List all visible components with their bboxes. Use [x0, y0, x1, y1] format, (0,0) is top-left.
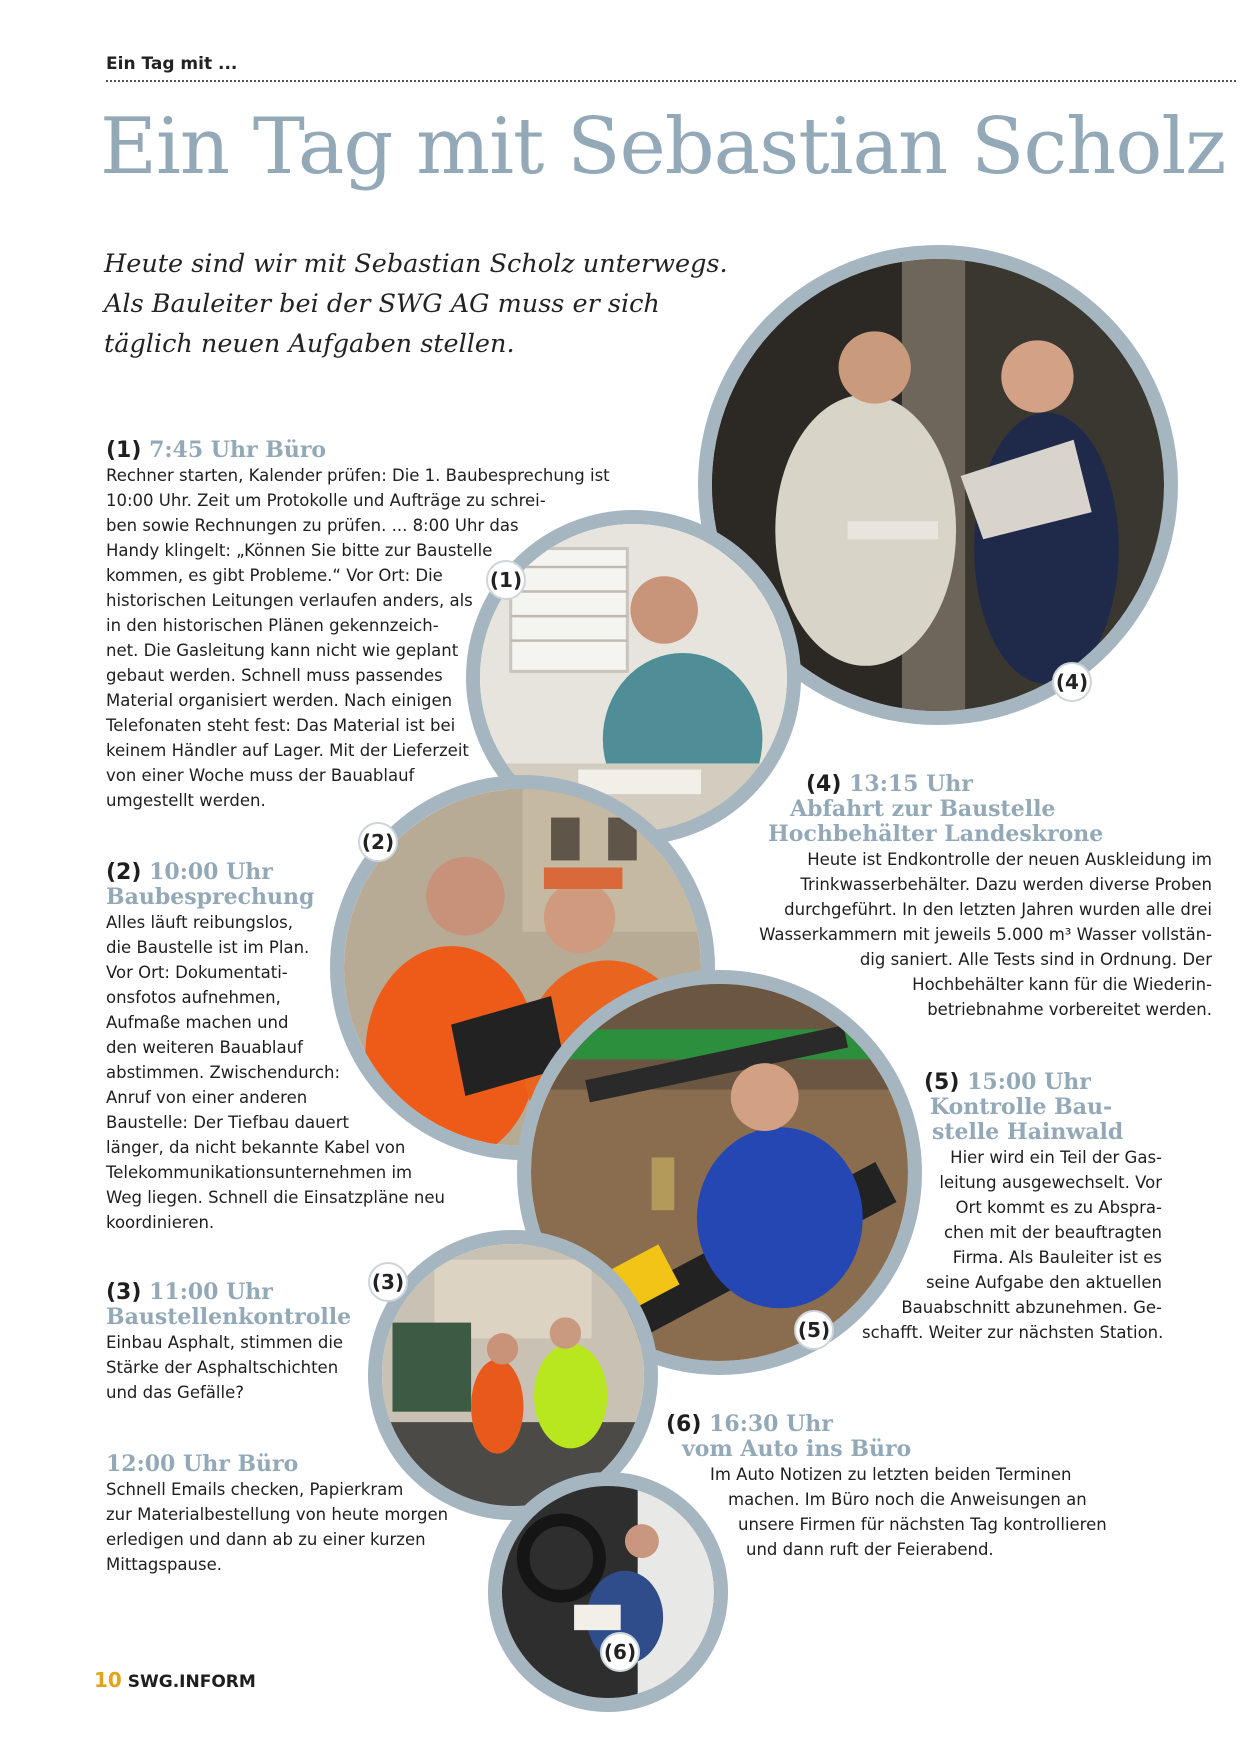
text-line: Stärke der Asphaltschichten	[106, 1358, 339, 1377]
text-line: und dann ruft der Feierabend.	[746, 1540, 994, 1559]
text-line: Telefonaten steht fest: Das Material ist bei	[106, 716, 456, 735]
text-line: keinem Händler auf Lager. Mit der Lieferzeit	[106, 741, 469, 760]
section-1-heading	[106, 438, 610, 463]
text-line: und das Gefälle?	[106, 1383, 244, 1402]
text-line: Trinkwasserbehälter. Dazu werden diverse Proben	[800, 875, 1212, 894]
text-line: Vor Ort: Dokumentati-	[106, 963, 288, 982]
text-line: ben sowie Rechnungen zu prüfen. ... 8:00 Uhr das	[106, 516, 519, 535]
text-line: Rechner starten, Kalender prüfen: Die 1. Baubesprechung ist	[106, 466, 610, 485]
section-5-heading	[862, 1070, 1162, 1095]
text-line: durchgeführt. In den letzten Jahren wurden alle drei	[784, 900, 1212, 919]
section-2-heading	[106, 860, 445, 885]
section-4-time: 13:15 Uhr	[849, 771, 973, 797]
section-3-number: (3)	[106, 1280, 142, 1305]
section-4-heading	[700, 772, 1212, 797]
section-5-text	[862, 1145, 1162, 1345]
section-4	[700, 772, 1212, 1022]
section-3-text	[106, 1330, 351, 1405]
text-line: Material organisiert werden. Nach einigen	[106, 691, 453, 710]
section-kicker: Ein Tag mit ...	[106, 54, 238, 74]
text-line: Wasserkammern mit jeweils 5.000 m³ Wasser vollstän-	[759, 925, 1212, 944]
section-4-text	[700, 847, 1212, 1022]
text-line: von einer Woche muss der Bauablauf	[106, 766, 415, 785]
section-4-title-1: Abfahrt zur Baustelle	[790, 796, 1056, 822]
text-line: koordinieren.	[106, 1213, 215, 1232]
text-line: Schnell Emails checken, Papierkram	[106, 1480, 404, 1499]
section-5-time: 15:00 Uhr	[967, 1069, 1091, 1095]
text-line: dig saniert. Alle Tests sind in Ordnung. Der	[859, 950, 1212, 969]
text-line: Alles läuft reibungslos,	[106, 913, 293, 932]
section-3-heading	[106, 1280, 351, 1305]
dotted-divider	[106, 80, 1236, 82]
magazine-name: SWG.INFORM	[127, 1672, 256, 1692]
text-line: Handy klingelt: „Können Sie bitte zur Baustelle	[106, 541, 493, 560]
section-2-text	[106, 910, 445, 1235]
text-line: Weg liegen. Schnell die Einsatzpläne neu	[106, 1188, 445, 1207]
section-1-time: 7:45 Uhr Büro	[149, 437, 327, 463]
section-5-title-2: stelle Hainwald	[932, 1119, 1124, 1145]
section-2-title: Baubesprechung	[106, 884, 315, 910]
section-5-number: (5)	[924, 1070, 960, 1095]
text-line: historischen Leitungen verlaufen anders, als	[106, 591, 473, 610]
section-5-title-1: Kontrolle Bau-	[930, 1094, 1113, 1120]
section-lunch	[106, 1452, 448, 1577]
text-line: Baustelle: Der Tiefbau dauert	[106, 1113, 349, 1132]
text-line: gebaut werden. Schnell muss passendes	[106, 666, 443, 685]
text-line: den weiteren Bauablauf	[106, 1038, 303, 1057]
badge-3: (3)	[368, 1262, 408, 1302]
text-line: Firma. Als Bauleiter ist es	[952, 1248, 1162, 1267]
text-line: machen. Im Büro noch die Anweisungen an	[728, 1490, 1087, 1509]
text-line: betriebnahme vorbereitet werden.	[927, 1000, 1212, 1019]
section-1-number: (1)	[106, 438, 142, 463]
section-6-number: (6)	[666, 1412, 702, 1437]
text-line: onsfotos aufnehmen,	[106, 988, 281, 1007]
text-line: Mittagspause.	[106, 1555, 222, 1574]
intro-line: Als Bauleiter bei der SWG AG muss er sich	[104, 289, 660, 319]
text-line: Einbau Asphalt, stimmen die	[106, 1333, 344, 1352]
text-line: Ort kommt es zu Abspra-	[955, 1198, 1162, 1217]
section-6-heading	[666, 1412, 1106, 1437]
section-1	[106, 438, 610, 813]
text-line: unsere Firmen für nächsten Tag kontrollieren	[738, 1515, 1107, 1534]
text-line: leitung ausgewechselt. Vor	[939, 1173, 1162, 1192]
page-title: Ein Tag mit Sebastian Scholz	[100, 102, 1226, 192]
text-line: abstimmen. Zwischendurch:	[106, 1063, 341, 1082]
section-3-time: 11:00 Uhr	[149, 1279, 273, 1305]
text-line: schafft. Weiter zur nächsten Station.	[862, 1323, 1164, 1342]
section-4-number: (4)	[806, 772, 842, 797]
section-1-text	[106, 463, 610, 813]
section-lunch-time: 12:00 Uhr Büro	[106, 1451, 299, 1477]
text-line: erledigen und dann ab zu einer kurzen	[106, 1530, 426, 1549]
text-line: die Baustelle ist im Plan.	[106, 938, 310, 957]
section-5	[862, 1070, 1162, 1345]
text-line: in den historischen Plänen gekennzeich-	[106, 616, 439, 635]
text-line: Heute ist Endkontrolle der neuen Auskleidung im	[807, 850, 1212, 869]
text-line: zur Materialbestellung von heute morgen	[106, 1505, 449, 1524]
text-line: chen mit der beauftragten	[943, 1223, 1162, 1242]
intro-line: Heute sind wir mit Sebastian Scholz unterwegs.	[104, 249, 728, 279]
section-6-text	[666, 1462, 1106, 1562]
page-footer	[94, 1668, 256, 1692]
text-line: Bauabschnitt abzunehmen. Ge-	[901, 1298, 1162, 1317]
section-3-title: Baustellenkontrolle	[106, 1304, 352, 1330]
text-line: Im Auto Notizen zu letzten beiden Terminen	[710, 1465, 1072, 1484]
text-line: umgestellt werden.	[106, 791, 266, 810]
section-2-time: 10:00 Uhr	[149, 859, 273, 885]
text-line: Hochbehälter kann für die Wiederin-	[912, 975, 1212, 994]
text-line: Aufmaße machen und	[106, 1013, 289, 1032]
text-line: Telekommunikationsunternehmen im	[106, 1163, 413, 1182]
text-line: länger, da nicht bekannte Kabel von	[106, 1138, 406, 1157]
badge-2: (2)	[358, 822, 398, 862]
section-4-title-2: Hochbehälter Landeskrone	[768, 821, 1104, 847]
section-3	[106, 1280, 351, 1405]
text-line: seine Aufgabe den aktuellen	[925, 1273, 1162, 1292]
text-line: Hier wird ein Teil der Gas-	[950, 1148, 1162, 1167]
badge-4: (4)	[1052, 662, 1092, 702]
section-2-number: (2)	[106, 860, 142, 885]
text-line: kommen, es gibt Probleme.“ Vor Ort: Die	[106, 566, 443, 585]
text-line: net. Die Gasleitung kann nicht wie geplant	[106, 641, 459, 660]
section-lunch-text	[106, 1477, 448, 1577]
badge-6: (6)	[600, 1632, 640, 1672]
text-line: 10:00 Uhr. Zeit um Protokolle und Aufträge zu schrei-	[106, 491, 546, 510]
intro-line: täglich neuen Aufgaben stellen.	[104, 329, 515, 359]
intro-lead	[104, 244, 784, 364]
section-6-title: vom Auto ins Büro	[682, 1436, 912, 1462]
badge-1: (1)	[486, 560, 526, 600]
section-6	[666, 1412, 1106, 1562]
page-number: 10	[94, 1668, 122, 1692]
text-line: Anruf von einer anderen	[106, 1088, 308, 1107]
section-2	[106, 860, 445, 1235]
badge-5: (5)	[794, 1310, 834, 1350]
section-6-time: 16:30 Uhr	[709, 1411, 833, 1437]
